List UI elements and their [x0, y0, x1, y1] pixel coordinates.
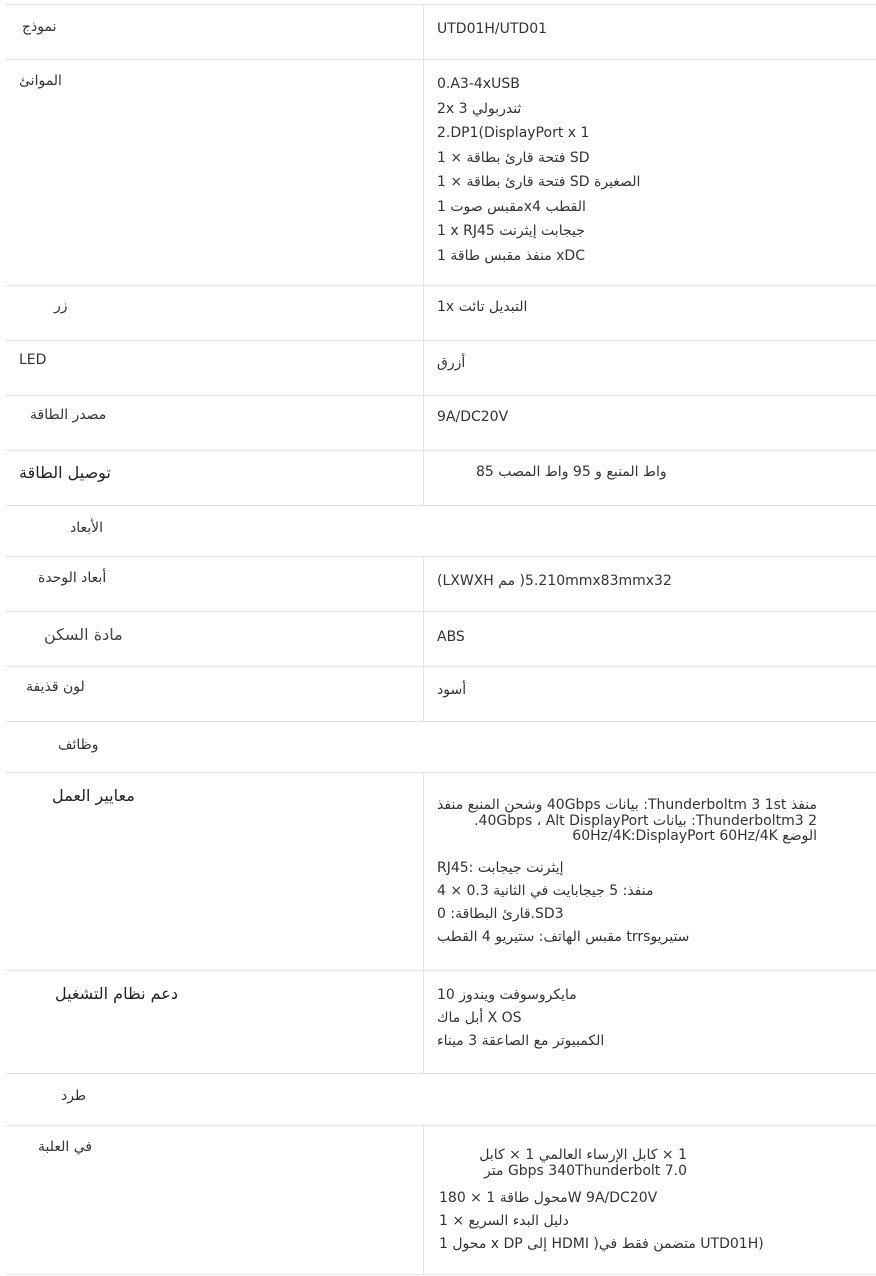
spec-label: نموذج [22, 19, 57, 35]
spec-label: في العلبة [38, 1139, 93, 1155]
spec-row-ports [6, 59, 876, 286]
spec-row-os-support [6, 971, 876, 1074]
spec-value-list [437, 72, 640, 268]
spec-label: توصيل الطاقة [19, 463, 111, 482]
spec-row-unit-dimensions [6, 557, 876, 612]
list-item: أبل ماك X OS [437, 1010, 522, 1026]
spec-label: LED [19, 352, 47, 368]
spec-value: 1x التبديل تائت [437, 299, 528, 315]
spec-row-button [6, 286, 876, 341]
section-title: الأبعاد [70, 520, 104, 536]
spec-label: زر [54, 298, 68, 314]
spec-value-list [437, 857, 689, 949]
spec-label: مصدر الطاقة [30, 407, 107, 423]
spec-value: UTD01H/UTD01 [437, 21, 548, 37]
spec-value: (LXWXH مم )5.210mmx83mmx32 [437, 573, 672, 589]
list-item: مايكروسوفت ويندوز 10 [437, 987, 577, 1003]
spec-value-list [439, 1187, 764, 1256]
spec-value: 85 واط المنبع و 95 واط المصب [476, 464, 667, 480]
spec-value: 9A/DC20V [437, 409, 509, 425]
list-item: 1 × فتحة قارئ بطاقة SD الصغيرة [437, 174, 641, 190]
list-item: الكمبيوتر مع الصاعقة 3 ميناء [437, 1033, 605, 1049]
list-item: 2.DP1(DisplayPort x 1 [437, 125, 590, 141]
list-item: قارئ البطاقة: 0.SD3 [437, 906, 564, 922]
list-item: 2x ثندربولي 3 [437, 100, 522, 117]
spec-row-in-box [6, 1126, 876, 1275]
section-title: طرد [61, 1088, 87, 1104]
list-item: محول 1 x DP إلى HDMI )متضمن فقط في UTD01H) [439, 1236, 764, 1252]
spec-row-shell-color [6, 667, 876, 722]
spec-label: لون قذيفة [26, 679, 85, 695]
list-item: منفذ مقبس طاقة 1 xDC [437, 247, 585, 264]
spec-paragraph: 1 × كابل الإرساء العالمي 1 × كابل Gbps 340Thunderbolt 7.0 متر [479, 1147, 687, 1179]
spec-label: أبعاد الوحدة [38, 570, 107, 586]
list-item: مقبس الهاتف: ستيريو 4 القطب trrsستيريو [437, 929, 690, 945]
spec-row-led [6, 341, 876, 396]
spec-row-work-standards [6, 773, 876, 971]
spec-label: مادة السكن [44, 625, 123, 644]
list-item: RJ45: إيثرنت جيجابت [437, 860, 564, 876]
spec-row-power-source [6, 396, 876, 451]
list-item: 1 × فتحة قارئ بطاقة SD [437, 149, 590, 166]
spec-paragraph: منفذ Thunderboltm 3 1st: بيانات 40Gbps وشحن المنبع منفذ Thunderboltm3 2: بيانات 40Gbps ، Alt DisplayPort. الوضع 60Hz/4K:DisplayPort 60Hz/4K [437, 797, 817, 844]
list-item: 1 x RJ45 جيجابت إيثرنت [437, 223, 585, 239]
spec-row-housing-material [6, 612, 876, 667]
spec-label: معايير العمل [52, 786, 135, 805]
section-header-package [6, 1074, 876, 1126]
spec-value: ABS [437, 629, 465, 645]
list-item: محول طاقة 1 × 180W 9A/DC20V [439, 1190, 658, 1206]
spec-value-list [437, 984, 604, 1053]
spec-value: أزرق [437, 355, 466, 371]
spec-value: أسود [437, 682, 467, 698]
spec-label: دعم نظام التشغيل [55, 984, 178, 1003]
list-item: مقبس صوت 1x4 القطب [437, 198, 586, 215]
spec-row-model [6, 4, 876, 60]
list-item: 4 × 0.3 منفذ: 5 جيجابايت في الثانية [437, 883, 654, 899]
section-title: وظائف [58, 737, 99, 753]
spec-row-power-delivery [6, 451, 876, 506]
spec-label: الموانئ [19, 73, 62, 89]
list-item: 0.A3-4xUSB [437, 76, 520, 92]
list-item: 1 × دليل البدء السريع [439, 1213, 569, 1229]
section-header-functions [6, 722, 876, 773]
section-header-dimensions [6, 506, 876, 557]
